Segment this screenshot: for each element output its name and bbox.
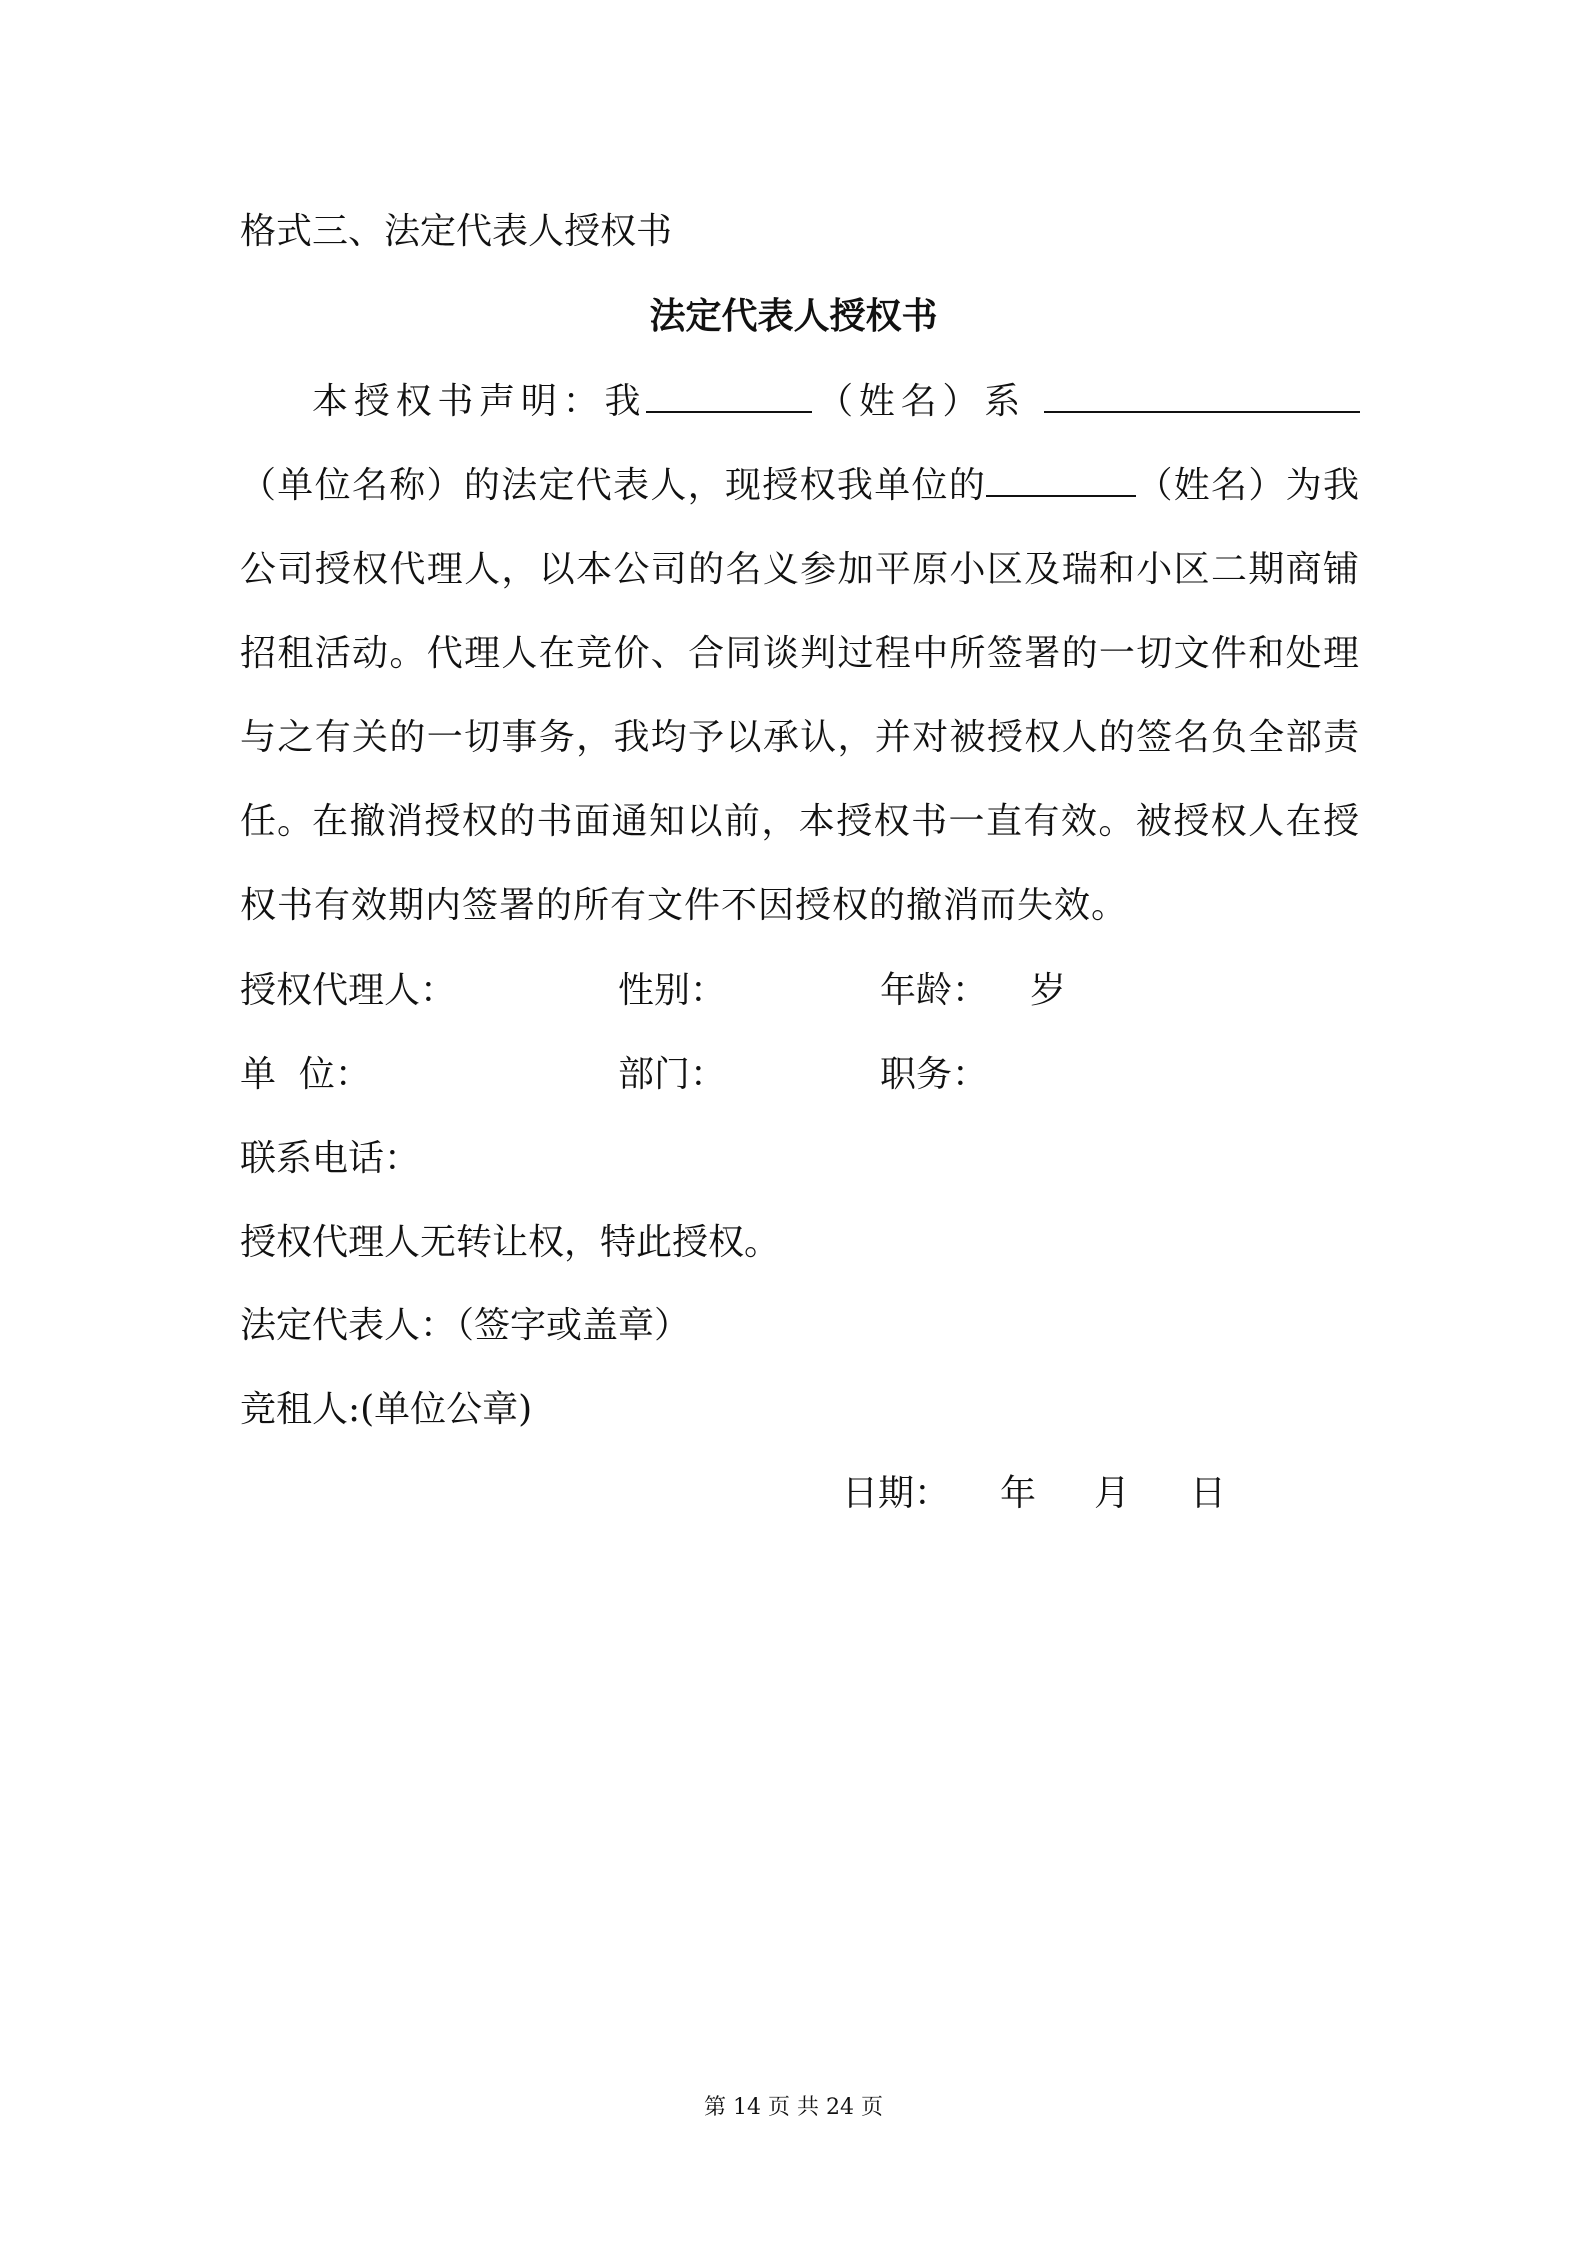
legal-rep-signature-line: 法定代表人：（签字或盖章） <box>240 1305 691 1346</box>
department-label: 部门： <box>618 1054 727 1095</box>
age-label: 年龄： <box>880 970 989 1011</box>
date-year: 年 <box>1000 1473 1037 1514</box>
page-number-footer: 第 14 页 共 24 页 <box>704 2095 883 2120</box>
date-day: 日 <box>1190 1473 1227 1514</box>
unit-label: 单 位： <box>240 1054 371 1095</box>
legal-rep-name-blank <box>646 373 812 413</box>
agent-name-blank <box>986 457 1136 497</box>
no-transfer-statement: 授权代理人无转让权，特此授权。 <box>240 1222 781 1263</box>
gender-label: 性别： <box>618 970 727 1011</box>
statement-text-3: （单位名称）的法定代表人，现授权我单位的 <box>240 465 987 506</box>
date-label: 日期： <box>842 1473 951 1514</box>
document-title: 法定代表人授权书 <box>649 296 938 337</box>
statement-text-1: 本授权书声明：我 <box>312 381 647 422</box>
position-label: 职务： <box>880 1054 989 1095</box>
statement-text-2: （姓名）系 <box>812 381 1026 422</box>
company-name-blank <box>1044 373 1360 413</box>
tenant-seal-line: 竞租人:(单位公章) <box>240 1389 533 1430</box>
section-heading: 格式三、法定代表人授权书 <box>240 211 673 252</box>
age-unit: 岁 <box>1030 970 1067 1011</box>
phone-label: 联系电话： <box>240 1138 421 1179</box>
date-month: 月 <box>1094 1473 1131 1514</box>
agent-label: 授权代理人： <box>240 970 457 1011</box>
statement-text-4: （姓名）为我公司授权代理人，以本公司的名义参加平原小区及瑞和小区二期商铺招租活动。代理人在竞价、合同谈判过程中所签署的一切文件和处理与之有关的一切事务，我均予以承认，并对被授权人的签名负全部责任。 <box>240 465 1360 842</box>
validity-paragraph: 在撤消授权的书面通知以前，本授权书一直有效。被授权人在授权书有效期内签署的所有文件不因授权的撤消而失效。 <box>240 801 1360 926</box>
